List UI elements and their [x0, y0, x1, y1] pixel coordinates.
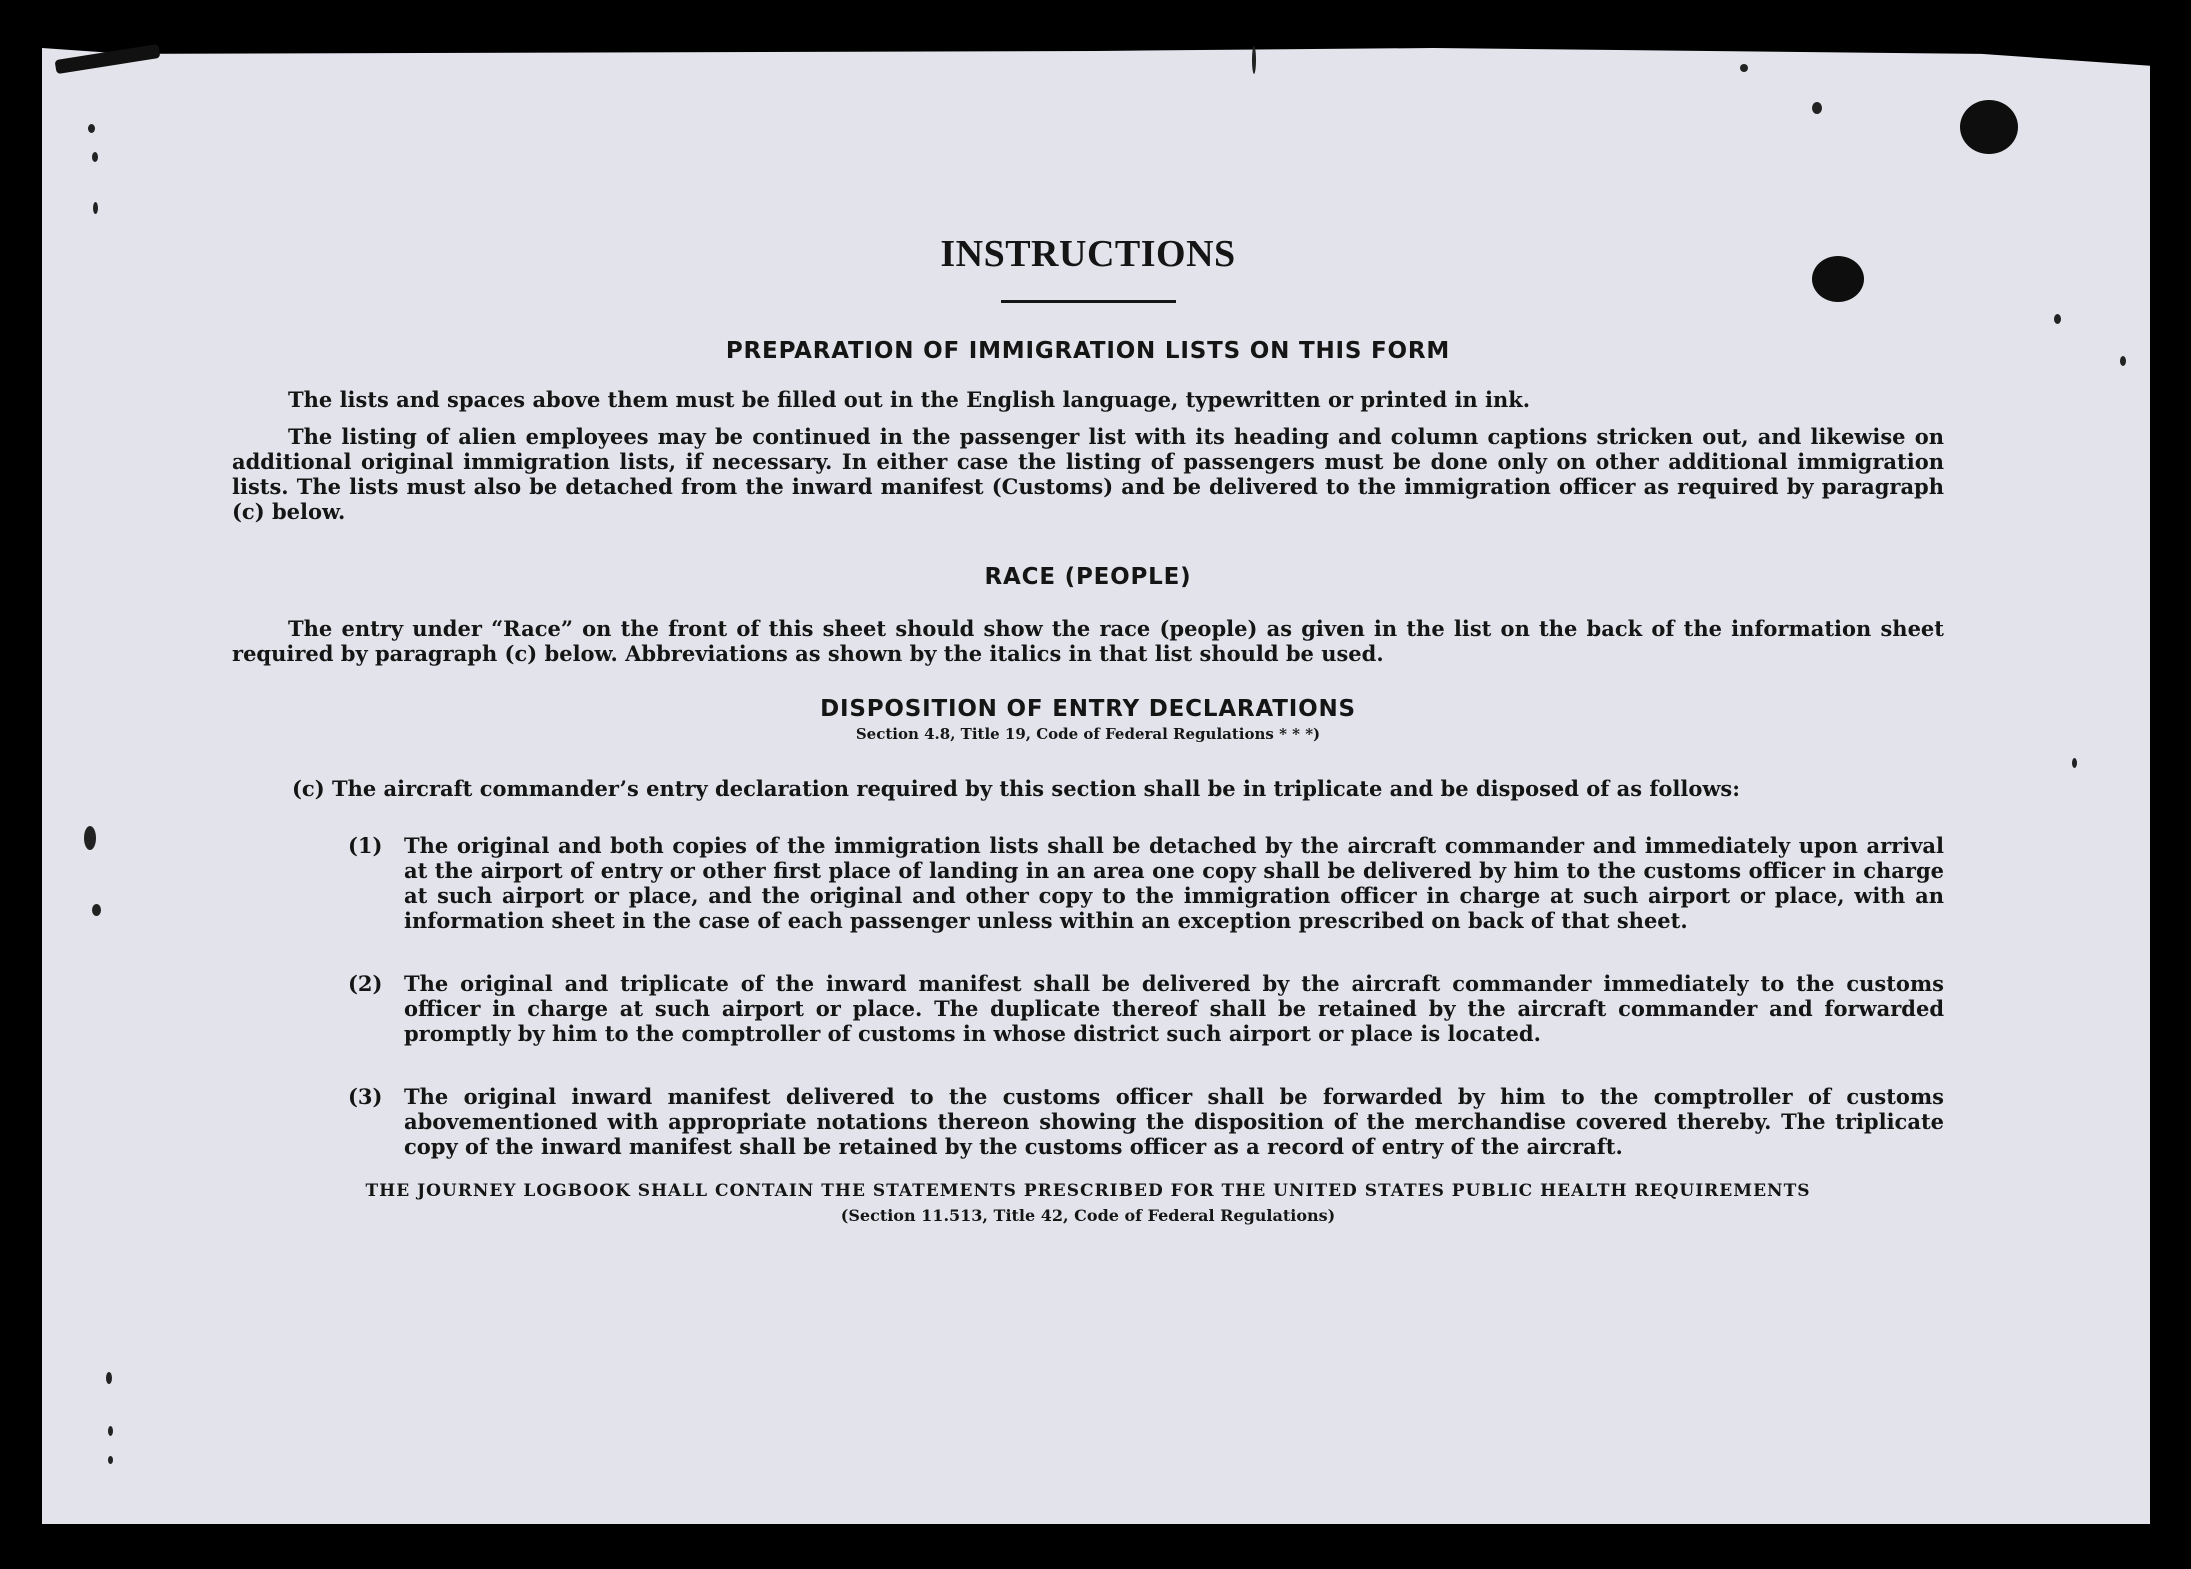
speck: [93, 202, 98, 214]
section-heading-preparation: PREPARATION OF IMMIGRATION LISTS ON THIS FORM: [725, 337, 1451, 364]
speck: [92, 152, 98, 162]
sub-item-1: [232, 833, 1944, 933]
footer-statement: THE JOURNEY LOGBOOK SHALL CONTAIN THE STATEMENTS PRESCRIBED FOR THE UNITED STATES PUBLIC HEALTH REQUIREMENTS: [365, 1181, 1811, 1202]
speck: [1740, 64, 1748, 72]
speck: [106, 1372, 112, 1384]
speck: [108, 1426, 113, 1436]
instructions-document: [232, 222, 1944, 1225]
speck: [2072, 758, 2077, 768]
title-underline: [1001, 300, 1176, 303]
speck: [2120, 356, 2126, 366]
section-heading-race: RACE (PEOPLE): [984, 564, 1192, 591]
page-title: INSTRUCTIONS: [940, 233, 1236, 275]
sub-item-number: (2): [348, 971, 383, 997]
sub-item-3: [232, 1084, 1944, 1159]
speck: [108, 1456, 113, 1464]
sub-item-text: The original inward manifest delivered to the customs officer shall be forwarded by him to the comptroller of customs abovementioned with appropriate notations thereon showing the disposition of the merchandise covered thereby. The triplicate copy of the inward manifest shall be retained by the customs officer as a record of entry of the aircraft.: [404, 1084, 1944, 1160]
sub-item-number: (1): [348, 833, 383, 859]
sub-item-2: [232, 971, 1944, 1046]
paragraph-alien-employees: The listing of alien employees may be continued in the passenger list with its heading and column captions stricken out, and likewise on additional original immigration lists, if necessary. In either case the listing of passengers must be done only on other additional immigration lists. The lists must also be detached from the inward manifest (Customs) and be delivered to the immigration officer as required by paragraph (c) below.: [232, 424, 1944, 525]
footer-citation: (Section 11.513, Title 42, Code of Federal Regulations): [840, 1205, 1336, 1225]
paragraph-english-language: The lists and spaces above them must be filled out in the English language, typewritten or printed in ink.: [288, 387, 1531, 413]
paragraph-race-entry: The entry under “Race” on the front of this sheet should show the race (people) as given in the list on the back of the information sheet required by paragraph (c) below. Abbreviations as shown by the italics in that list should be used.: [232, 615, 1944, 666]
section-heading-disposition: DISPOSITION OF ENTRY DECLARATIONS: [820, 695, 1356, 722]
ink-blot-top-right: [1960, 100, 2018, 154]
sub-item-text: The original and both copies of the immigration lists shall be detached by the aircraft commander and immediately upon arrival at the airport of entry or other first place of landing in an area one copy shall be delivered by him to the customs officer in charge at such airport or place, and the original and other copy to the immigration officer in charge at such airport or place, with an information sheet in the case of each passenger unless within an exception prescribed on back of that sheet.: [404, 833, 1944, 934]
sub-item-number: (3): [348, 1084, 383, 1110]
speck: [1252, 46, 1256, 74]
section-citation: Section 4.8, Title 19, Code of Federal Regulations * * *): [855, 725, 1321, 744]
clause-c: (c) The aircraft commander’s entry declaration required by this section shall be in triplicate and be disposed of as follows:: [292, 776, 1741, 802]
speck: [88, 124, 95, 133]
speck: [84, 826, 96, 850]
speck: [92, 904, 101, 916]
sub-item-text: The original and triplicate of the inward manifest shall be delivered by the aircraft commander immediately to the customs officer in charge at such airport or place. The duplicate thereof shall be retained by the aircraft commander and forwarded promptly by him to the comptroller of customs in whose district such airport or place is located.: [404, 971, 1944, 1047]
speck: [1812, 102, 1822, 114]
speck: [2054, 314, 2061, 324]
